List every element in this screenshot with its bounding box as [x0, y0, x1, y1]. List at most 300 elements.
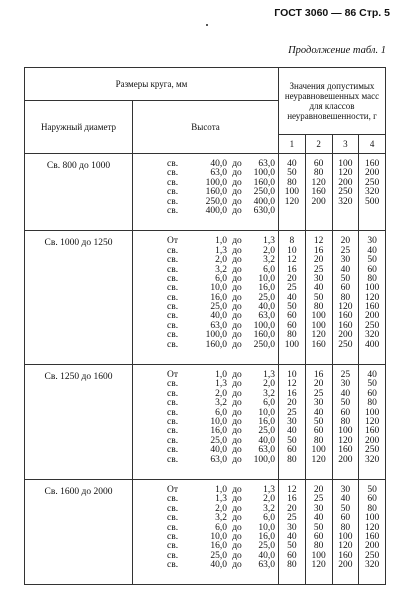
height-range-part: 400,0: [253, 196, 275, 207]
value: 80: [340, 292, 351, 303]
height-range-part: св.: [167, 426, 179, 437]
value-cell-class-1: [279, 365, 306, 480]
value: 30: [287, 416, 297, 427]
height-range-part: до: [232, 196, 242, 207]
height-range: [133, 399, 278, 408]
value: 25: [313, 388, 324, 399]
height-range-part: 16,0: [210, 292, 227, 303]
height-range: [133, 486, 278, 495]
height-range-part: От: [167, 484, 179, 495]
value: 40: [287, 426, 297, 437]
height-range-part: 16,0: [258, 416, 275, 427]
value: 20: [313, 379, 324, 390]
value: 20: [313, 484, 324, 495]
value: 40: [313, 283, 324, 294]
value: 200: [365, 168, 380, 179]
height-range-part: 6,0: [215, 522, 227, 533]
height-range: [133, 533, 278, 542]
height-range-part: 100,0: [253, 320, 275, 331]
height-range-part: св.: [167, 445, 179, 456]
value: 8: [289, 236, 295, 247]
value-cell-class-3: [332, 231, 359, 365]
value: 320: [365, 454, 380, 465]
height-range-part: 1,3: [215, 494, 227, 505]
height-range-part: до: [232, 311, 242, 322]
height-range: [133, 266, 278, 275]
height-range: [133, 380, 278, 389]
value: 80: [340, 416, 351, 427]
height-range-part: 630,0: [253, 205, 275, 216]
value: 50: [287, 168, 297, 179]
value: 120: [338, 541, 353, 552]
header-sizes: Размеры круга, мм: [25, 68, 279, 101]
height-range: [133, 456, 278, 465]
value-cell-class-2: [305, 365, 332, 480]
value: 40: [340, 494, 351, 505]
value: 100: [284, 339, 299, 350]
value: 30: [287, 522, 297, 533]
value: 120: [338, 168, 353, 179]
value: 12: [287, 484, 297, 495]
value: 200: [365, 435, 380, 446]
height-range-part: св.: [167, 398, 179, 409]
header-height: Высота: [133, 101, 279, 154]
height-range-part: св.: [167, 264, 179, 275]
value: 120: [311, 177, 326, 188]
value: 160: [338, 311, 353, 322]
height-range-part: до: [232, 407, 242, 418]
height-range-part: св.: [167, 550, 179, 561]
value: 120: [311, 330, 326, 341]
table-row-group: [25, 231, 386, 365]
value: 100: [284, 187, 299, 198]
height-range-part: св.: [167, 330, 179, 341]
height-range-part: св.: [167, 311, 179, 322]
height-range: [133, 390, 278, 399]
height-range: [133, 371, 278, 380]
height-range: [133, 524, 278, 533]
height-range-part: 1,3: [263, 484, 275, 495]
value: 120: [365, 416, 380, 427]
page-header: ГОСТ 3060 — 86 Стр. 5: [274, 7, 390, 19]
value-cell-class-1: [279, 231, 306, 365]
height-range: [133, 284, 278, 293]
height-range-part: св.: [167, 454, 179, 465]
height-range: [133, 275, 278, 284]
value: 40: [287, 292, 297, 303]
value: 50: [367, 255, 377, 266]
height-range-part: до: [232, 484, 242, 495]
value: 25: [313, 494, 324, 505]
value: 250: [365, 177, 380, 188]
height-range-part: до: [232, 550, 242, 561]
value: 50: [340, 503, 351, 514]
height-range-part: 3,2: [215, 398, 227, 409]
height-range-part: 25,0: [258, 292, 275, 303]
value: 100: [311, 311, 326, 322]
value: 320: [365, 330, 380, 341]
value-cell-class-2: [305, 231, 332, 365]
height-range-part: 10,0: [210, 283, 227, 294]
height-range-part: до: [232, 205, 242, 216]
height-range-part: 100,0: [205, 177, 227, 188]
height-range-part: 250,0: [253, 187, 275, 198]
height-range-part: св.: [167, 205, 179, 216]
value: 80: [367, 273, 377, 284]
height-range-part: до: [232, 541, 242, 552]
value: 100: [338, 531, 353, 542]
height-range-part: От: [167, 370, 179, 381]
height-range-part: св.: [167, 513, 179, 524]
table-row-group: [25, 365, 386, 480]
value: 100: [338, 426, 353, 437]
height-range-part: до: [232, 398, 242, 409]
value: 80: [367, 503, 377, 514]
value: 100: [365, 283, 380, 294]
height-range-part: св.: [167, 292, 179, 303]
value: 20: [287, 273, 297, 284]
height-range-part: св.: [167, 560, 179, 571]
height-range-part: до: [232, 503, 242, 514]
height-range-part: 10,0: [210, 531, 227, 542]
value: 80: [287, 177, 297, 188]
height-range-part: 1,3: [263, 236, 275, 247]
height-range-part: 3,2: [263, 388, 275, 399]
height-range-part: св.: [167, 339, 179, 350]
height-range-part: 16,0: [258, 283, 275, 294]
value: 160: [311, 339, 326, 350]
diameter-cell: Св. 1250 до 1600: [25, 365, 133, 480]
height-range-part: до: [232, 159, 242, 169]
value: 160: [365, 531, 380, 542]
height-range-part: до: [232, 388, 242, 399]
value: 80: [340, 522, 351, 533]
value: 160: [365, 159, 380, 169]
value: 500: [365, 196, 380, 207]
height-cell: [133, 479, 279, 585]
value: 50: [313, 292, 324, 303]
height-range-part: до: [232, 522, 242, 533]
height-range-part: 6,0: [263, 513, 275, 524]
value-cell-class-3: [332, 154, 359, 231]
value: 30: [313, 273, 324, 284]
value: 40: [367, 245, 377, 256]
height-range-part: св.: [167, 388, 179, 399]
height-range-part: до: [232, 330, 242, 341]
height-range-part: до: [232, 187, 242, 198]
height-range-part: 63,0: [210, 320, 227, 331]
height-range-part: до: [232, 426, 242, 437]
value: 250: [365, 550, 380, 561]
height-range-part: св.: [167, 320, 179, 331]
value: 50: [367, 379, 377, 390]
value: 50: [313, 416, 324, 427]
table-continuation-caption: Продолжение табл. 1: [288, 45, 386, 56]
value: 400: [365, 339, 380, 350]
value: 20: [287, 398, 297, 409]
value: 20: [340, 236, 351, 247]
height-range-part: 25,0: [210, 302, 227, 313]
value: 160: [311, 187, 326, 198]
height-range-part: св.: [167, 302, 179, 313]
height-range-part: 16,0: [258, 531, 275, 542]
height-range-part: От: [167, 236, 179, 247]
height-range-part: 1,3: [215, 379, 227, 390]
height-range-part: до: [232, 513, 242, 524]
height-range-part: 3,2: [263, 503, 275, 514]
height-range: [133, 256, 278, 265]
value: 30: [340, 484, 351, 495]
value: 100: [311, 320, 326, 331]
value-cell-class-4: [359, 479, 386, 585]
value: 60: [367, 388, 377, 399]
diameter-cell: Св. 1600 до 2000: [25, 479, 133, 585]
height-range: [133, 542, 278, 551]
height-range-part: до: [232, 177, 242, 188]
height-range-part: 250,0: [253, 339, 275, 350]
height-range-part: 10,0: [258, 273, 275, 284]
height-range-part: 2,0: [215, 388, 227, 399]
value: 25: [340, 245, 351, 256]
height-range-part: 1,0: [215, 370, 227, 381]
value: 60: [313, 531, 324, 542]
value: 40: [340, 388, 351, 399]
value: 40: [313, 407, 324, 418]
height-range-part: св.: [167, 255, 179, 266]
table-row-group: [25, 479, 386, 585]
value: 160: [365, 302, 380, 313]
header-diameter: Наружный диаметр: [25, 101, 133, 154]
height-range-part: до: [232, 454, 242, 465]
value: 80: [313, 435, 324, 446]
height-range-part: 10,0: [258, 522, 275, 533]
value: 30: [340, 255, 351, 266]
value: 60: [287, 320, 297, 331]
value: 40: [367, 370, 377, 381]
height-range-part: 3,2: [215, 264, 227, 275]
height-range-part: 63,0: [258, 560, 275, 571]
value-cell-class-1: [279, 479, 306, 585]
value: 120: [338, 435, 353, 446]
diameter-cell: Св. 1000 до 1250: [25, 231, 133, 365]
height-range-part: св.: [167, 503, 179, 514]
value: 80: [287, 454, 297, 465]
value: 60: [340, 283, 351, 294]
height-range-part: до: [232, 245, 242, 256]
height-range-part: св.: [167, 407, 179, 418]
height-range: [133, 552, 278, 561]
height-range: [133, 437, 278, 446]
value: 100: [365, 407, 380, 418]
value: 60: [287, 550, 297, 561]
height-range-part: св.: [167, 416, 179, 427]
value: 100: [311, 550, 326, 561]
height-range-part: 160,0: [205, 339, 227, 350]
value: 10: [287, 370, 297, 381]
value: 160: [338, 445, 353, 456]
value: 25: [340, 370, 351, 381]
value-cell-class-2: [305, 154, 332, 231]
height-range: [133, 303, 278, 312]
height-range-part: 6,0: [263, 398, 275, 409]
height-range-part: св.: [167, 522, 179, 533]
height-range-part: 63,0: [258, 159, 275, 169]
height-range-part: до: [232, 379, 242, 390]
value: 120: [311, 454, 326, 465]
height-range-part: 63,0: [210, 168, 227, 179]
height-range-part: 25,0: [210, 435, 227, 446]
value: 80: [287, 560, 297, 571]
value: 200: [338, 330, 353, 341]
height-range-part: 250,0: [205, 196, 227, 207]
value: 25: [287, 513, 297, 524]
value: 80: [313, 302, 324, 313]
height-cell: [133, 154, 279, 231]
height-range: [133, 418, 278, 427]
value: 50: [313, 522, 324, 533]
height-cell: [133, 231, 279, 365]
height-range-part: 40,0: [258, 550, 275, 561]
height-range-part: 2,0: [263, 245, 275, 256]
value: 30: [367, 236, 377, 247]
height-range-part: св.: [167, 196, 179, 207]
value: 60: [340, 513, 351, 524]
value: 16: [313, 370, 324, 381]
height-range-part: 16,0: [210, 426, 227, 437]
value: 16: [313, 245, 324, 256]
value: 10: [287, 245, 297, 256]
table-body: [25, 154, 386, 585]
height-range-part: 40,0: [258, 302, 275, 313]
value: 50: [287, 302, 297, 313]
value: 250: [365, 445, 380, 456]
height-range-part: 6,0: [263, 264, 275, 275]
height-range-part: 40,0: [210, 159, 227, 169]
height-range-part: 100,0: [253, 168, 275, 179]
value: 16: [287, 264, 297, 275]
value: 25: [287, 283, 297, 294]
value: 160: [338, 550, 353, 561]
height-range: [133, 561, 278, 570]
height-range-part: 40,0: [210, 445, 227, 456]
value: 30: [340, 379, 351, 390]
speck-mark: [206, 24, 208, 26]
height-range-part: св.: [167, 494, 179, 505]
height-range-part: 160,0: [253, 330, 275, 341]
height-range-part: св.: [167, 187, 179, 198]
header-class-2: 2: [305, 135, 332, 154]
value: 160: [338, 320, 353, 331]
height-range-part: 1,0: [215, 484, 227, 495]
height-range-part: 25,0: [258, 426, 275, 437]
height-range-part: 1,0: [215, 236, 227, 247]
height-range: [133, 495, 278, 504]
value: 40: [287, 531, 297, 542]
height-range-part: до: [232, 283, 242, 294]
height-range-part: до: [232, 560, 242, 571]
height-range-part: 63,0: [258, 311, 275, 322]
value: 80: [367, 398, 377, 409]
height-range-part: до: [232, 435, 242, 446]
value: 60: [367, 494, 377, 505]
value-cell-class-1: [279, 154, 306, 231]
value: 100: [311, 445, 326, 456]
height-range-part: 160,0: [253, 177, 275, 188]
value: 120: [284, 196, 299, 207]
balance-table: [24, 67, 386, 585]
value: 30: [313, 398, 324, 409]
value: 250: [338, 339, 353, 350]
value: 12: [313, 236, 324, 247]
header-values: Значения допустимых неуравновешенных масс для классов неуравновешенности, г: [279, 68, 386, 135]
height-range-part: до: [232, 264, 242, 275]
value: 20: [313, 255, 324, 266]
value: 100: [365, 513, 380, 524]
height-cell: [133, 365, 279, 480]
height-range: [133, 514, 278, 523]
value: 200: [338, 560, 353, 571]
value: 30: [313, 503, 324, 514]
value: 80: [287, 330, 297, 341]
value: 120: [311, 560, 326, 571]
height-range-part: св.: [167, 177, 179, 188]
height-range: [133, 341, 278, 350]
header-class-3: 3: [332, 135, 359, 154]
height-range-part: св.: [167, 531, 179, 542]
value: 60: [287, 311, 297, 322]
height-range-part: 63,0: [210, 454, 227, 465]
value: 80: [313, 541, 324, 552]
height-range-part: до: [232, 445, 242, 456]
value: 60: [340, 407, 351, 418]
value-cell-class-3: [332, 479, 359, 585]
value-cell-class-3: [332, 365, 359, 480]
value: 12: [287, 255, 297, 266]
height-range-part: 100,0: [253, 454, 275, 465]
height-range-part: 40,0: [210, 311, 227, 322]
height-range: [133, 237, 278, 246]
value: 200: [365, 541, 380, 552]
height-range-part: 6,0: [215, 273, 227, 284]
value: 50: [287, 541, 297, 552]
value: 60: [367, 264, 377, 275]
height-range-part: до: [232, 416, 242, 427]
height-range-part: 6,0: [215, 407, 227, 418]
height-range-part: до: [232, 302, 242, 313]
value: 50: [287, 435, 297, 446]
value: 160: [365, 426, 380, 437]
height-range-part: до: [232, 370, 242, 381]
height-range-part: 3,2: [263, 255, 275, 266]
height-range-part: св.: [167, 435, 179, 446]
height-range-part: до: [232, 531, 242, 542]
height-range-part: 2,0: [263, 379, 275, 390]
height-range-part: до: [232, 168, 242, 179]
value: 320: [365, 560, 380, 571]
height-range-part: до: [232, 273, 242, 284]
value: 20: [287, 503, 297, 514]
height-range-part: 2,0: [263, 494, 275, 505]
height-range-part: 2,0: [215, 503, 227, 514]
value: 320: [338, 196, 353, 207]
height-range: [133, 505, 278, 514]
value: 16: [287, 494, 297, 505]
height-range-part: 40,0: [210, 560, 227, 571]
height-range-part: до: [232, 339, 242, 350]
height-range-part: св.: [167, 283, 179, 294]
height-range-part: св.: [167, 159, 179, 169]
value: 200: [365, 311, 380, 322]
